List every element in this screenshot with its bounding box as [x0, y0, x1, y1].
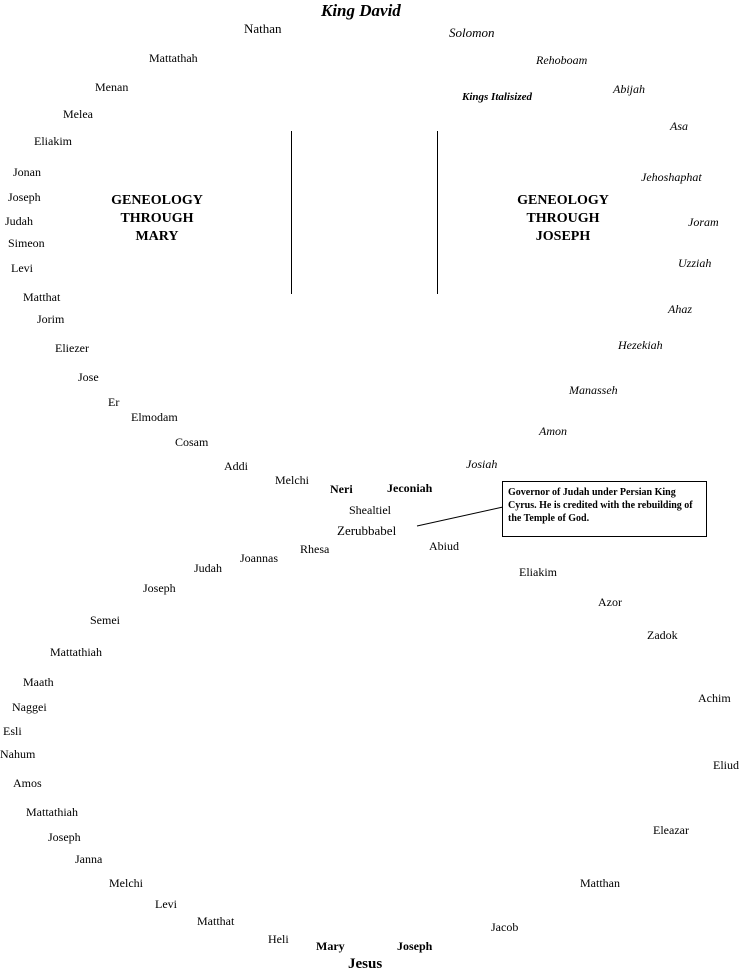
person-mattathiah-1: Mattathiah: [50, 645, 102, 659]
person-maath: Maath: [23, 675, 54, 689]
person-melchi-2: Melchi: [109, 876, 143, 890]
person-elmodam: Elmodam: [131, 410, 178, 424]
person-abiud: Abiud: [429, 539, 459, 553]
person-joseph-1: Joseph: [8, 190, 41, 204]
person-cosam: Cosam: [175, 435, 209, 449]
mary-header-line-2: THROUGH: [120, 211, 194, 226]
zerubbabel-callout: Governor of Judah under Persian King Cyrus. He is credited with the rebuilding of the Temple of God.: [502, 481, 707, 537]
person-matthat-2: Matthat: [197, 914, 235, 928]
king-josiah: Josiah: [466, 457, 498, 471]
person-neri: Neri: [330, 482, 353, 496]
person-heli: Heli: [268, 932, 289, 946]
person-addi: Addi: [224, 459, 248, 473]
king-solomon: Solomon: [449, 25, 495, 40]
person-joannas: Joannas: [240, 551, 278, 565]
mary-header-line-3: MARY: [135, 229, 179, 244]
person-levi-2: Levi: [155, 897, 177, 911]
person-levi-1: Levi: [11, 261, 33, 275]
king-uzziah: Uzziah: [678, 256, 712, 270]
kings-italicized-note: Kings Italisized: [462, 91, 532, 103]
person-jesus: Jesus: [348, 956, 383, 972]
person-joseph-3: Joseph: [48, 830, 81, 844]
king-rehoboam: Rehoboam: [536, 53, 588, 67]
joseph-header-line-2: THROUGH: [526, 211, 600, 226]
king-jehoshaphat: Jehoshaphat: [641, 170, 702, 184]
king-hezekiah: Hezekiah: [618, 338, 663, 352]
person-nathan: Nathan: [244, 21, 282, 36]
person-judah-1: Judah: [5, 214, 33, 228]
person-jacob: Jacob: [491, 920, 519, 934]
person-eleazar: Eleazar: [653, 823, 689, 837]
mary-header-line-1: GENEOLOGY: [111, 193, 203, 208]
person-achim: Achim: [698, 691, 731, 705]
person-matthat-1: Matthat: [23, 290, 61, 304]
person-azor: Azor: [598, 595, 622, 609]
person-zadok: Zadok: [647, 628, 678, 642]
person-eliakim-2: Eliakim: [519, 565, 557, 579]
person-jorim: Jorim: [37, 312, 65, 326]
person-eliakim: Eliakim: [34, 134, 72, 148]
person-semei: Semei: [90, 613, 120, 627]
person-amos: Amos: [13, 776, 42, 790]
person-joseph-husband: Joseph: [397, 939, 433, 953]
person-eliud: Eliud: [713, 758, 739, 772]
person-jonan: Jonan: [13, 165, 41, 179]
king-manasseh: Manasseh: [569, 383, 618, 397]
person-janna: Janna: [75, 852, 103, 866]
person-rhesa: Rhesa: [300, 542, 330, 556]
person-jose: Jose: [78, 370, 99, 384]
king-amon: Amon: [539, 424, 567, 438]
person-mattathiah-2: Mattathiah: [26, 805, 78, 819]
person-mattathah: Mattathah: [149, 51, 198, 65]
person-eliezer: Eliezer: [55, 341, 89, 355]
person-menan: Menan: [95, 80, 129, 94]
person-joseph-2: Joseph: [143, 581, 176, 595]
person-esli: Esli: [3, 724, 22, 738]
person-shealtiel: Shealtiel: [349, 503, 391, 517]
person-melea: Melea: [63, 107, 93, 121]
person-zerubbabel: Zerubbabel: [337, 523, 397, 538]
person-naggei: Naggei: [12, 700, 47, 714]
person-simeon: Simeon: [8, 236, 45, 250]
king-joram: Joram: [688, 215, 719, 229]
person-judah-2: Judah: [194, 561, 222, 575]
person-nahum: Nahum: [0, 747, 36, 761]
joseph-header-line-3: JOSEPH: [535, 229, 591, 244]
king-asa: Asa: [670, 119, 688, 133]
diagram-title: King David: [321, 1, 401, 20]
person-er: Er: [108, 395, 120, 409]
king-abijah: Abijah: [613, 82, 645, 96]
king-ahaz: Ahaz: [668, 302, 692, 316]
joseph-header-line-1: GENEOLOGY: [517, 193, 609, 208]
person-mary: Mary: [316, 939, 345, 953]
person-matthan: Matthan: [580, 876, 620, 890]
person-melchi-1: Melchi: [275, 473, 309, 487]
person-jeconiah: Jeconiah: [387, 481, 433, 495]
